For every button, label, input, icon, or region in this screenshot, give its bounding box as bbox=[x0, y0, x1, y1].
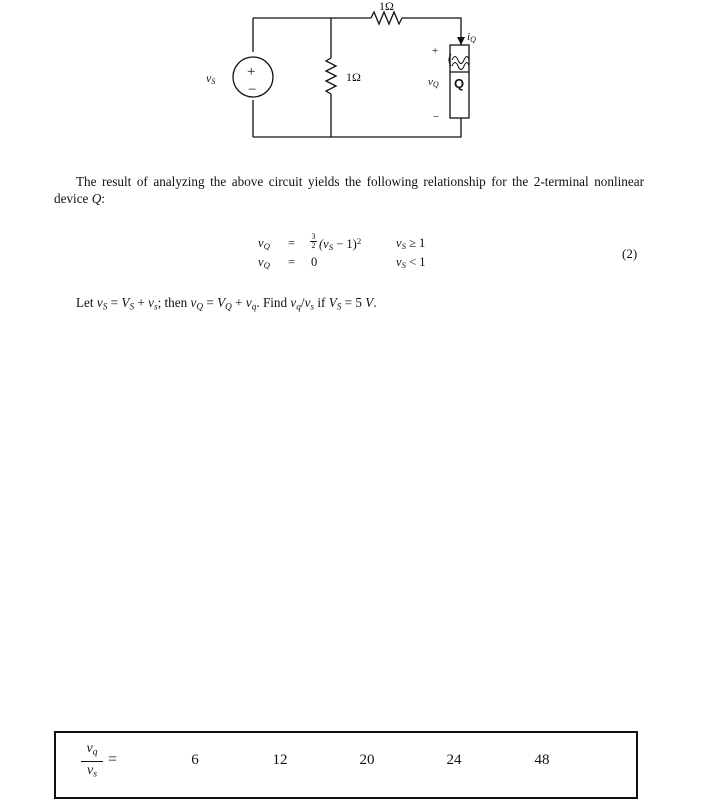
source-plus: + bbox=[247, 64, 256, 80]
question-line: Let $v_S = V_S + v_s$; then $v_Q = V_Q + v_q$. Find $v_q/v_s$ if $V_S = 5$ V. bbox=[76, 295, 377, 312]
answer-choices-box bbox=[54, 731, 638, 799]
eq2-condition: $v_S < 1$ bbox=[396, 255, 426, 271]
eq2-equals: = bbox=[288, 255, 296, 269]
source-label: vS bbox=[206, 71, 216, 86]
answer-frac-num: $v_q$ bbox=[86, 741, 98, 758]
eq1-lhs-sub: Q bbox=[263, 241, 270, 252]
eq2-rhs: 0 bbox=[311, 255, 318, 269]
answer-frac-den: $v_s$ bbox=[86, 763, 98, 780]
circuit-diagram bbox=[0, 0, 717, 160]
wire-bottom bbox=[253, 118, 461, 137]
eq2-lhs: v bbox=[258, 255, 264, 269]
paragraph-end: : bbox=[101, 191, 105, 206]
answer-choice-48[interactable]: 48 bbox=[534, 752, 550, 768]
answer-choice-12[interactable]: 12 bbox=[272, 752, 288, 768]
device-name: Q bbox=[454, 76, 465, 91]
wire-top-right bbox=[402, 18, 461, 27]
device-plus: + bbox=[432, 45, 439, 57]
shunt-resistor-label: 1Ω bbox=[346, 70, 361, 84]
eq1-frac-num: 3 bbox=[311, 232, 316, 241]
device-voltage-label: vQ bbox=[428, 76, 439, 89]
equation-number: (2) bbox=[622, 246, 638, 261]
answer-choice-20[interactable]: 20 bbox=[359, 752, 375, 768]
paragraph-device: Q bbox=[91, 191, 102, 206]
source-minus: − bbox=[248, 82, 257, 98]
paragraph-text: The result of analyzing the above circuit yields the following relationship for the 2-terminal nonlinear device bbox=[54, 174, 644, 206]
eq1-lhs: v bbox=[258, 236, 264, 250]
top-resistor-zigzag bbox=[371, 12, 402, 24]
eq1-condition: $v_S \ge 1$ bbox=[396, 236, 426, 252]
answer-choice-24[interactable]: 24 bbox=[446, 752, 462, 768]
current-arrow-head bbox=[457, 37, 465, 45]
eq1-expression: $(v_S - 1)^2$ bbox=[319, 236, 362, 253]
answer-choice-6[interactable]: 6 bbox=[191, 752, 199, 768]
eq1-equals: = bbox=[288, 236, 296, 250]
eq1-frac-den: 2 bbox=[311, 241, 316, 250]
device-minus: − bbox=[433, 111, 440, 123]
device-current-label: iQ bbox=[467, 31, 476, 44]
top-resistor-label: 1Ω bbox=[379, 0, 394, 13]
answer-fraction bbox=[80, 740, 104, 784]
eq1-fraction bbox=[310, 233, 317, 250]
shunt-resistor-zigzag bbox=[326, 58, 336, 94]
eq2-lhs-sub: Q bbox=[263, 260, 270, 271]
answer-equals: = bbox=[108, 751, 118, 768]
problem-paragraph bbox=[54, 173, 644, 207]
